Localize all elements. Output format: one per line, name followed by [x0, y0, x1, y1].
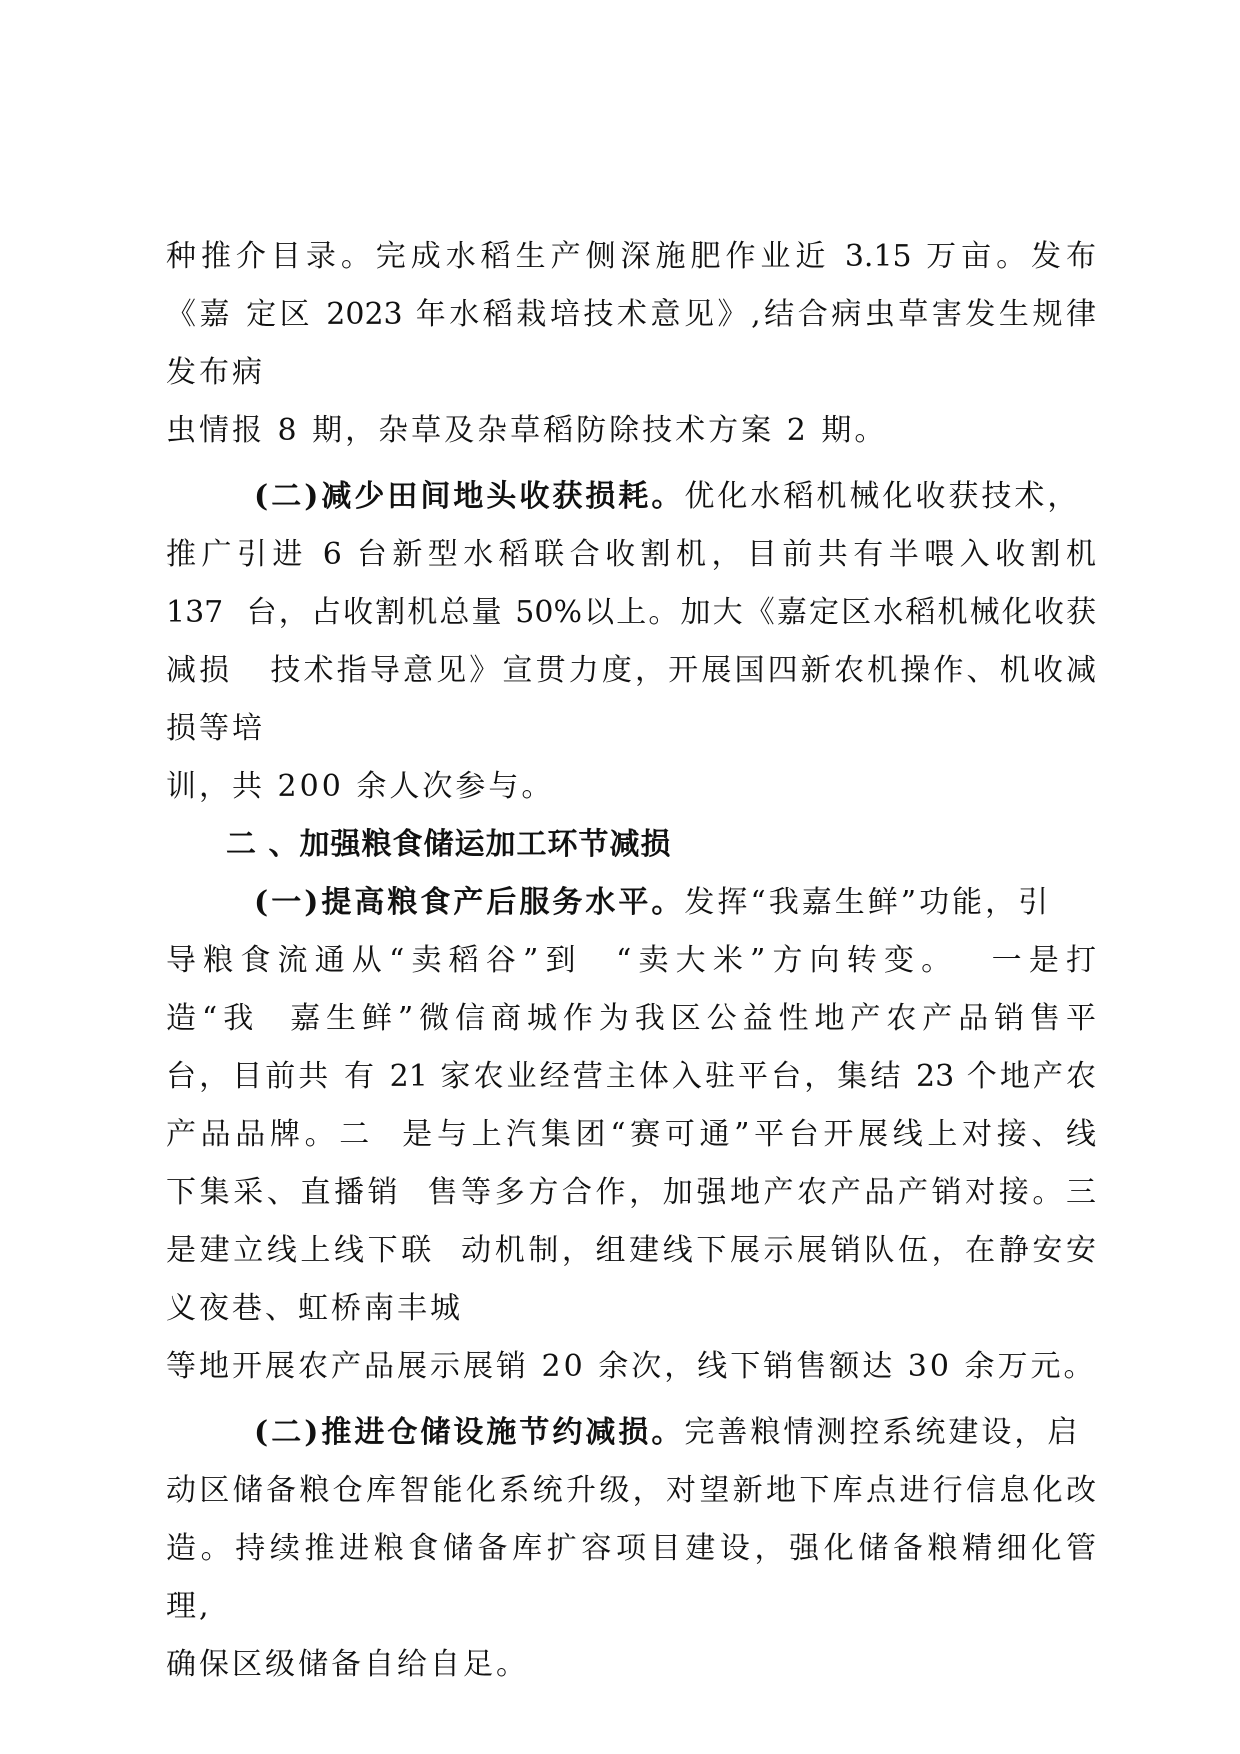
paragraph-text: 完善粮情测控系统建设，启 — [684, 1415, 1081, 1450]
text-line: 台，目前共 有 21 家农业经营主体入驻平台，集结 23 个地产农 — [166, 1059, 1096, 1094]
text-line: 损等培 — [166, 711, 265, 746]
text-line: 产品品牌。二 是与上汽集团“赛可通”平台开展线上对接、线 — [166, 1117, 1096, 1152]
text-line: 造。持续推进粮食储备库扩容项目建设，强化储备粮精细化管 — [166, 1531, 1096, 1566]
paragraph-text: 优化水稻机械化收获技术， — [684, 479, 1081, 514]
text-line: 义夜巷、虹桥南丰城 — [166, 1291, 463, 1326]
text-line: 种推介目录。完成水稻生产侧深施肥作业近 3.15 万亩。发布 — [166, 239, 1096, 274]
paragraph-first-line — [166, 874, 1096, 932]
text-line: 减损 技术指导意见》宣贯力度，开展国四新农机操作、机收减 — [166, 653, 1096, 688]
paragraph-storage-facilities — [166, 1404, 1096, 1694]
text-line: 发布病 — [166, 355, 265, 390]
text-line: 确保区级储备自给自足。 — [166, 1647, 529, 1682]
paragraph-post-harvest-service — [166, 874, 1096, 1396]
section-heading — [166, 816, 1096, 874]
text-line: 造“我 嘉生鲜”微信商城作为我区公益性地产农产品销售平 — [166, 1001, 1096, 1036]
paragraph-title: (二)推进仓储设施节约减损。 — [254, 1415, 685, 1450]
paragraph-text: 发挥“我嘉生鲜”功能，引 — [684, 885, 1052, 920]
text-line: 推广引进 6 台新型水稻联合收割机，目前共有半喂入收割机 — [166, 537, 1096, 572]
text-line: 下集采、直播销 售等多方合作，加强地产农产品产销对接。三 — [166, 1175, 1096, 1210]
text-line: 理, — [166, 1589, 212, 1624]
text-line: 等地开展农产品展示展销 20 余次，线下销售额达 30 余万元。 — [166, 1349, 1097, 1384]
text-line: 动区储备粮仓库智能化系统升级，对望新地下库点进行信息化改 — [166, 1473, 1096, 1508]
text-line: 虫情报 8 期，杂草及杂草稻防除技术方案 2 期。 — [166, 413, 888, 448]
paragraph-title: (二)减少田间地头收获损耗。 — [254, 479, 685, 514]
text-line: 训，共 200 余人次参与。 — [166, 769, 555, 804]
document-page — [166, 228, 1096, 1694]
text-line: 《嘉 定区 2023 年水稻栽培技术意见》,结合病虫草害发生规律 — [166, 297, 1096, 332]
text-line: 导粮食流通从“卖稻谷”到 “卖大米”方向转变。 一是打 — [166, 943, 1096, 978]
paragraph-harvest-loss — [166, 468, 1096, 816]
text-line: 137 台，占收割机总量 50%以上。加大《嘉定区水稻机械化收获 — [166, 595, 1096, 630]
paragraph-first-line — [166, 1404, 1096, 1462]
text-line: 是建立线上线下联 动机制，组建线下展示展销队伍，在静安安 — [166, 1233, 1096, 1268]
paragraph-first-line — [166, 468, 1096, 526]
paragraph-title: (一)提高粮食产后服务水平。 — [254, 885, 685, 920]
section-heading-text: 二 、加强粮食储运加工环节减损 — [226, 827, 672, 862]
paragraph-rice-fertilizer — [166, 228, 1096, 460]
